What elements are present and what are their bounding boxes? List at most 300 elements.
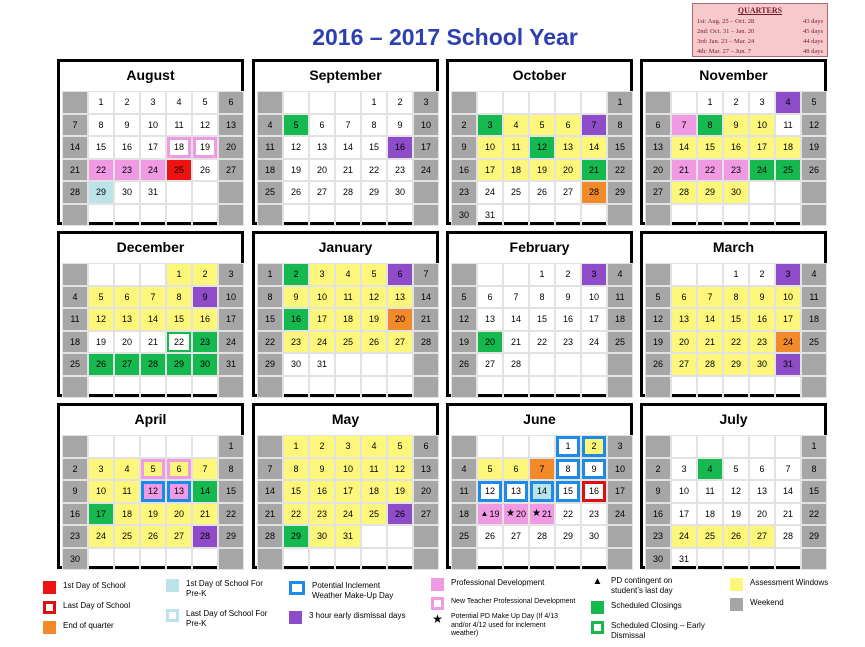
day-cell: 19 <box>387 480 413 503</box>
month-july <box>640 403 827 569</box>
empty-cell <box>775 435 801 458</box>
empty-cell <box>387 376 413 399</box>
empty-cell <box>62 435 88 458</box>
day-cell: 28 <box>529 525 555 548</box>
day-cell: 26 <box>387 503 413 526</box>
day-cell: 21 <box>775 503 801 526</box>
empty-cell <box>413 548 439 571</box>
month-november <box>640 59 827 225</box>
day-cell: 8 <box>283 458 309 481</box>
month-june <box>446 403 633 569</box>
empty-cell <box>607 204 633 227</box>
star-icon: ★ <box>432 612 443 626</box>
empty-cell <box>218 204 244 227</box>
day-cell: 13 <box>749 480 775 503</box>
month-october <box>446 59 633 225</box>
day-cell: 15 <box>361 136 387 159</box>
empty-cell <box>361 376 387 399</box>
day-cell: 19 <box>88 331 114 354</box>
day-cell: 9 <box>451 136 477 159</box>
day-cell: 9 <box>581 458 607 481</box>
day-cell: 25 <box>114 525 140 548</box>
empty-cell <box>477 435 503 458</box>
day-cell: 9 <box>723 114 749 137</box>
empty-cell <box>413 376 439 399</box>
day-cell: 6 <box>645 114 671 137</box>
empty-cell <box>555 204 581 227</box>
day-cell: 29 <box>607 181 633 204</box>
day-cell: 13 <box>671 308 697 331</box>
day-cell: 30 <box>749 353 775 376</box>
day-cell: 12 <box>451 308 477 331</box>
day-cell: 8 <box>257 286 283 309</box>
day-cell: 5 <box>451 286 477 309</box>
quarter-row: 3rd: Jan. 23 – Mar. 24 44 days <box>697 38 823 45</box>
empty-cell <box>529 435 555 458</box>
day-cell: 19 <box>723 503 749 526</box>
day-cell: 27 <box>114 353 140 376</box>
day-cell: 8 <box>166 286 192 309</box>
empty-cell <box>114 435 140 458</box>
day-cell: 1 <box>88 91 114 114</box>
empty-cell <box>775 548 801 571</box>
day-cell: 12 <box>723 480 749 503</box>
day-cell: 27 <box>555 181 581 204</box>
month-name: June <box>523 411 556 427</box>
day-cell: 12 <box>361 286 387 309</box>
day-cell: 9 <box>387 114 413 137</box>
day-grid <box>645 91 827 226</box>
day-cell: 3 <box>88 458 114 481</box>
day-cell: 21 <box>581 159 607 182</box>
day-cell: 17 <box>749 136 775 159</box>
day-cell: 23 <box>581 503 607 526</box>
day-cell: 23 <box>309 503 335 526</box>
empty-cell <box>335 353 361 376</box>
legend-last-day: Last Day of School <box>43 601 130 614</box>
day-cell: 31 <box>140 181 166 204</box>
empty-cell <box>671 376 697 399</box>
day-cell: 22 <box>697 159 723 182</box>
empty-cell <box>283 376 309 399</box>
empty-cell <box>387 353 413 376</box>
day-cell: 18 <box>775 136 801 159</box>
month-december <box>57 231 244 397</box>
day-cell: 25 <box>166 159 192 182</box>
day-cell: 17 <box>413 136 439 159</box>
day-cell: 1 <box>723 263 749 286</box>
day-cell: 27 <box>309 181 335 204</box>
day-cell: 21 <box>257 503 283 526</box>
day-cell: 28 <box>671 181 697 204</box>
day-cell: 26 <box>361 331 387 354</box>
empty-cell <box>387 548 413 571</box>
day-cell: 13 <box>114 308 140 331</box>
month-name: April <box>134 411 167 427</box>
day-cell: 16 <box>451 159 477 182</box>
day-cell: 24 <box>477 181 503 204</box>
day-cell: 4 <box>166 91 192 114</box>
day-cell: 15 <box>218 480 244 503</box>
empty-cell <box>166 376 192 399</box>
legend-first-day-prek: 1st Day of School For Pre-K <box>166 579 276 598</box>
day-cell: 18 <box>166 136 192 159</box>
day-cell: 10 <box>218 286 244 309</box>
day-cell: 13 <box>555 136 581 159</box>
day-cell: 15 <box>88 136 114 159</box>
day-cell: 29 <box>555 525 581 548</box>
day-cell: 24 <box>775 331 801 354</box>
day-cell: 12 <box>283 136 309 159</box>
month-september <box>252 59 439 225</box>
day-cell: 2 <box>283 263 309 286</box>
empty-cell <box>335 91 361 114</box>
day-cell: 18 <box>62 331 88 354</box>
legend-new-teacher-pd: New Teacher Professional Development <box>431 597 591 610</box>
empty-cell <box>503 263 529 286</box>
empty-cell <box>749 204 775 227</box>
green-square-icon <box>591 601 604 614</box>
day-cell: 24 <box>413 159 439 182</box>
empty-cell <box>166 204 192 227</box>
day-cell: 15 <box>801 480 827 503</box>
day-cell: 10 <box>607 458 633 481</box>
light-blue-square-icon <box>166 579 179 592</box>
legend-closing-early: Scheduled Closing – Early Dismissal <box>591 621 706 640</box>
day-cell: 13 <box>309 136 335 159</box>
day-cell: 20 <box>387 308 413 331</box>
day-cell: 26 <box>192 159 218 182</box>
day-cell: 10 <box>309 286 335 309</box>
day-cell: 14 <box>413 286 439 309</box>
day-grid <box>62 91 244 226</box>
empty-cell <box>413 525 439 548</box>
day-cell: 12 <box>88 308 114 331</box>
day-grid <box>62 263 244 398</box>
day-cell: 28 <box>581 181 607 204</box>
day-cell: 27 <box>387 331 413 354</box>
empty-cell <box>387 204 413 227</box>
empty-cell <box>555 548 581 571</box>
empty-cell <box>451 91 477 114</box>
day-cell: 13 <box>645 136 671 159</box>
empty-cell <box>503 91 529 114</box>
day-cell: 8 <box>218 458 244 481</box>
day-cell: 14 <box>581 136 607 159</box>
legend-first-day: 1st Day of School <box>43 581 126 594</box>
day-cell: 5 <box>529 114 555 137</box>
day-cell: 22 <box>257 331 283 354</box>
empty-cell <box>88 263 114 286</box>
day-cell: 6 <box>413 435 439 458</box>
empty-cell <box>62 91 88 114</box>
day-cell: 28 <box>775 525 801 548</box>
day-cell: 7 <box>413 263 439 286</box>
empty-cell <box>218 376 244 399</box>
day-cell: 5 <box>477 458 503 481</box>
day-cell: 11 <box>361 458 387 481</box>
month-name: November <box>699 67 768 83</box>
day-cell: 16 <box>114 136 140 159</box>
empty-cell <box>529 376 555 399</box>
empty-cell <box>335 204 361 227</box>
day-cell: 12 <box>645 308 671 331</box>
day-cell: 2 <box>581 435 607 458</box>
day-cell: 29 <box>88 181 114 204</box>
empty-cell <box>801 181 827 204</box>
day-cell: 18 <box>114 503 140 526</box>
day-cell: 3 <box>335 435 361 458</box>
day-cell: 27 <box>749 525 775 548</box>
legend-weekend: Weekend <box>730 598 860 611</box>
empty-cell <box>413 181 439 204</box>
day-cell: 6 <box>309 114 335 137</box>
day-cell: 15 <box>166 308 192 331</box>
day-cell: 21 <box>335 159 361 182</box>
empty-cell <box>335 376 361 399</box>
day-cell: 4 <box>607 263 633 286</box>
day-cell: 26 <box>529 181 555 204</box>
empty-cell <box>114 548 140 571</box>
day-cell: 11 <box>114 480 140 503</box>
empty-cell <box>555 353 581 376</box>
legend-end-quarter: End of quarter <box>43 621 114 634</box>
day-cell: 15 <box>723 308 749 331</box>
legend <box>0 573 865 647</box>
day-cell: 21 <box>413 308 439 331</box>
empty-cell <box>192 181 218 204</box>
day-cell: 6 <box>477 286 503 309</box>
day-cell: 16 <box>645 503 671 526</box>
day-cell: 20 <box>166 503 192 526</box>
day-cell: 1 <box>283 435 309 458</box>
day-cell: 7 <box>257 458 283 481</box>
day-cell: 16 <box>723 136 749 159</box>
empty-cell <box>114 263 140 286</box>
day-cell: 27 <box>413 503 439 526</box>
day-cell: 23 <box>645 525 671 548</box>
month-august <box>57 59 244 225</box>
day-cell: 15 <box>697 136 723 159</box>
day-cell: 17 <box>335 480 361 503</box>
day-cell: 21 <box>140 331 166 354</box>
day-cell: 30 <box>387 181 413 204</box>
day-cell: 17 <box>309 308 335 331</box>
day-cell: 12 <box>387 458 413 481</box>
day-cell: 18 <box>801 308 827 331</box>
day-cell: 2 <box>451 114 477 137</box>
day-cell: 18 <box>361 480 387 503</box>
day-cell: 30 <box>645 548 671 571</box>
empty-cell <box>723 204 749 227</box>
day-cell: 19 <box>451 331 477 354</box>
empty-cell <box>335 548 361 571</box>
quarter-row: 1st: Aug. 25 – Oct. 28 43 days <box>697 18 823 25</box>
empty-cell <box>723 376 749 399</box>
empty-cell <box>607 525 633 548</box>
day-cell: 28 <box>62 181 88 204</box>
day-cell: 22 <box>801 503 827 526</box>
day-cell: 29 <box>283 525 309 548</box>
day-cell: 27 <box>477 353 503 376</box>
month-name: October <box>512 67 567 83</box>
day-cell: 4 <box>503 114 529 137</box>
month-name: January <box>318 239 373 255</box>
day-cell: 4 <box>361 435 387 458</box>
day-cell: 8 <box>723 286 749 309</box>
empty-cell <box>192 204 218 227</box>
month-march <box>640 231 827 397</box>
empty-cell <box>555 376 581 399</box>
day-cell: 27 <box>166 525 192 548</box>
empty-cell <box>88 435 114 458</box>
empty-cell <box>62 263 88 286</box>
day-cell: 30 <box>723 181 749 204</box>
day-cell: 19 <box>361 308 387 331</box>
empty-cell <box>775 204 801 227</box>
day-cell: 14 <box>697 308 723 331</box>
day-cell: 19 <box>801 136 827 159</box>
day-cell: 14 <box>140 308 166 331</box>
day-cell: 4 <box>697 458 723 481</box>
empty-cell <box>723 435 749 458</box>
day-cell: 10 <box>335 458 361 481</box>
empty-cell <box>503 435 529 458</box>
month-april <box>57 403 244 569</box>
day-cell: 24 <box>607 503 633 526</box>
day-cell: 9 <box>309 458 335 481</box>
day-cell: 20 <box>645 159 671 182</box>
empty-cell <box>257 435 283 458</box>
day-cell: 19 <box>529 159 555 182</box>
day-cell: 22 <box>361 159 387 182</box>
day-cell: 17 <box>581 308 607 331</box>
day-cell: 3 <box>607 435 633 458</box>
day-cell: 30 <box>192 353 218 376</box>
day-cell: 2 <box>114 91 140 114</box>
day-cell: 13 <box>413 458 439 481</box>
day-cell: 22 <box>607 159 633 182</box>
empty-cell <box>581 376 607 399</box>
day-cell: 24 <box>671 525 697 548</box>
day-cell: 4 <box>451 458 477 481</box>
empty-cell <box>503 376 529 399</box>
empty-cell <box>671 204 697 227</box>
day-cell: 15 <box>283 480 309 503</box>
empty-cell <box>801 353 827 376</box>
day-cell: 14 <box>257 480 283 503</box>
empty-cell <box>503 548 529 571</box>
month-february <box>446 231 633 397</box>
day-cell: 1 <box>555 435 581 458</box>
empty-cell <box>140 376 166 399</box>
empty-cell <box>607 353 633 376</box>
day-cell: 6 <box>671 286 697 309</box>
empty-cell <box>749 376 775 399</box>
empty-cell <box>581 548 607 571</box>
day-cell: 27 <box>645 181 671 204</box>
day-cell: 28 <box>697 353 723 376</box>
day-cell: 13 <box>166 480 192 503</box>
day-cell: 1 <box>697 91 723 114</box>
day-cell: 30 <box>581 525 607 548</box>
empty-cell <box>749 548 775 571</box>
day-cell: 18 <box>451 503 477 526</box>
day-cell: 2 <box>749 263 775 286</box>
day-cell: 15 <box>257 308 283 331</box>
empty-cell <box>607 376 633 399</box>
day-cell: 4 <box>775 91 801 114</box>
day-cell: 31 <box>309 353 335 376</box>
day-cell: 3 <box>581 263 607 286</box>
empty-cell <box>451 435 477 458</box>
empty-cell <box>671 263 697 286</box>
day-cell: 16 <box>387 136 413 159</box>
day-cell: 9 <box>192 286 218 309</box>
day-cell: 21 <box>62 159 88 182</box>
legend-assessment: Assessment Windows <box>730 578 860 591</box>
day-cell: 16 <box>283 308 309 331</box>
empty-cell <box>361 204 387 227</box>
day-cell: 13 <box>387 286 413 309</box>
empty-cell <box>529 353 555 376</box>
month-name: December <box>116 239 185 255</box>
day-cell: 20 <box>749 503 775 526</box>
day-cell: 8 <box>697 114 723 137</box>
empty-cell <box>477 376 503 399</box>
page-title: 2016 – 2017 School Year <box>312 24 578 50</box>
day-cell: 1 <box>218 435 244 458</box>
legend-pd-makeup: ★ Potential PD Make Up Day (If 4/13 and/or 4/12 used for inclement weather) <box>432 612 558 637</box>
empty-cell <box>283 204 309 227</box>
day-grid <box>257 263 439 398</box>
day-cell: 18 <box>697 503 723 526</box>
day-cell: 22 <box>555 503 581 526</box>
day-cell: 10 <box>775 286 801 309</box>
day-cell: 29 <box>166 353 192 376</box>
day-cell: 21 <box>192 503 218 526</box>
month-name: May <box>331 411 360 427</box>
month-name: July <box>719 411 748 427</box>
day-cell: 17 <box>671 503 697 526</box>
day-cell: 11 <box>451 480 477 503</box>
day-cell: 25 <box>503 181 529 204</box>
day-cell: 11 <box>62 308 88 331</box>
day-cell: 16 <box>192 308 218 331</box>
day-cell: 1 <box>257 263 283 286</box>
day-cell: 21 <box>697 331 723 354</box>
day-cell: 5 <box>801 91 827 114</box>
day-cell: 23 <box>387 159 413 182</box>
empty-cell <box>697 435 723 458</box>
empty-cell <box>88 204 114 227</box>
day-cell: 23 <box>114 159 140 182</box>
day-cell: 6 <box>555 114 581 137</box>
empty-cell <box>257 204 283 227</box>
empty-cell <box>645 91 671 114</box>
empty-cell <box>801 204 827 227</box>
day-grid <box>257 435 439 570</box>
empty-cell <box>775 181 801 204</box>
empty-cell <box>477 548 503 571</box>
legend-pd: Professional Development <box>431 578 571 591</box>
day-cell: 25 <box>451 525 477 548</box>
day-cell: 7 <box>775 458 801 481</box>
day-cell: 11 <box>607 286 633 309</box>
empty-cell <box>140 435 166 458</box>
empty-cell <box>283 548 309 571</box>
day-cell: 20 <box>555 159 581 182</box>
